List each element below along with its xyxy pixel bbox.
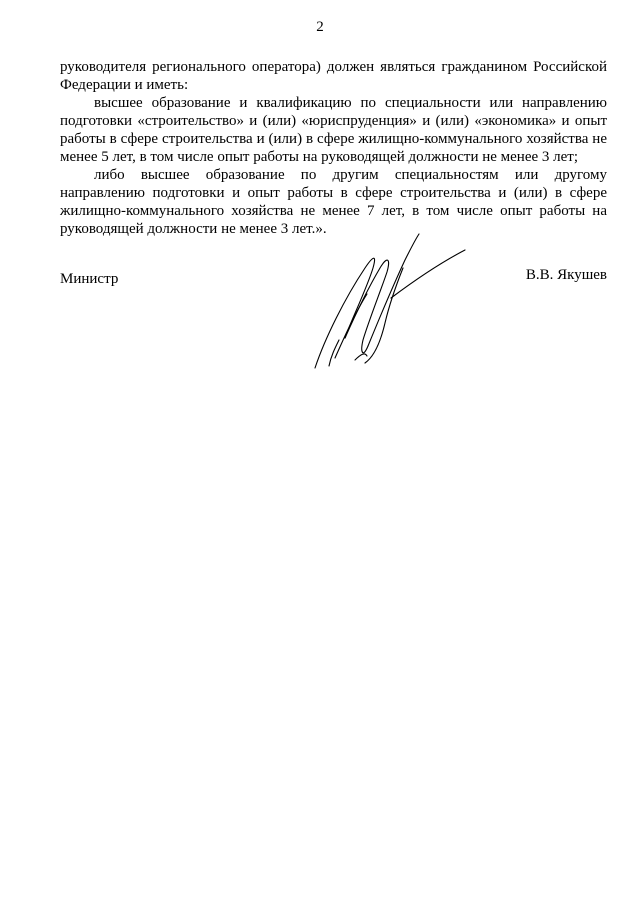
page-number: 2 (316, 19, 324, 35)
signatory-title: Министр (60, 271, 119, 287)
paragraph-1: руководителя регионального оператора) должен являться гражданином Российской Федерации и иметь: (60, 59, 607, 93)
signatory-name: В.В. Якушев (525, 267, 607, 283)
paragraph-3: либо высшее образование по другим специальностям или другому направлению подготовки и опыт работы в сфере строительства и (или) в сфере жилищно-коммунального хозяйства не менее 7 лет, в том числе опыт работы на руководящей должности не менее 3 лет.». (60, 167, 607, 237)
document-body (60, 58, 607, 238)
handwritten-signature (305, 228, 470, 378)
paragraph-2: высшее образование и квалификацию по специальности или направлению подготовки «строительство» и (или) «юриспруденция» и (или) «экономика» и опыт работы в сфере строительства и (или) в сфере жилищно-коммунального хозяйства не менее 5 лет, в том числе опыт работы на руководящей должности не менее 3 лет; (60, 95, 607, 165)
